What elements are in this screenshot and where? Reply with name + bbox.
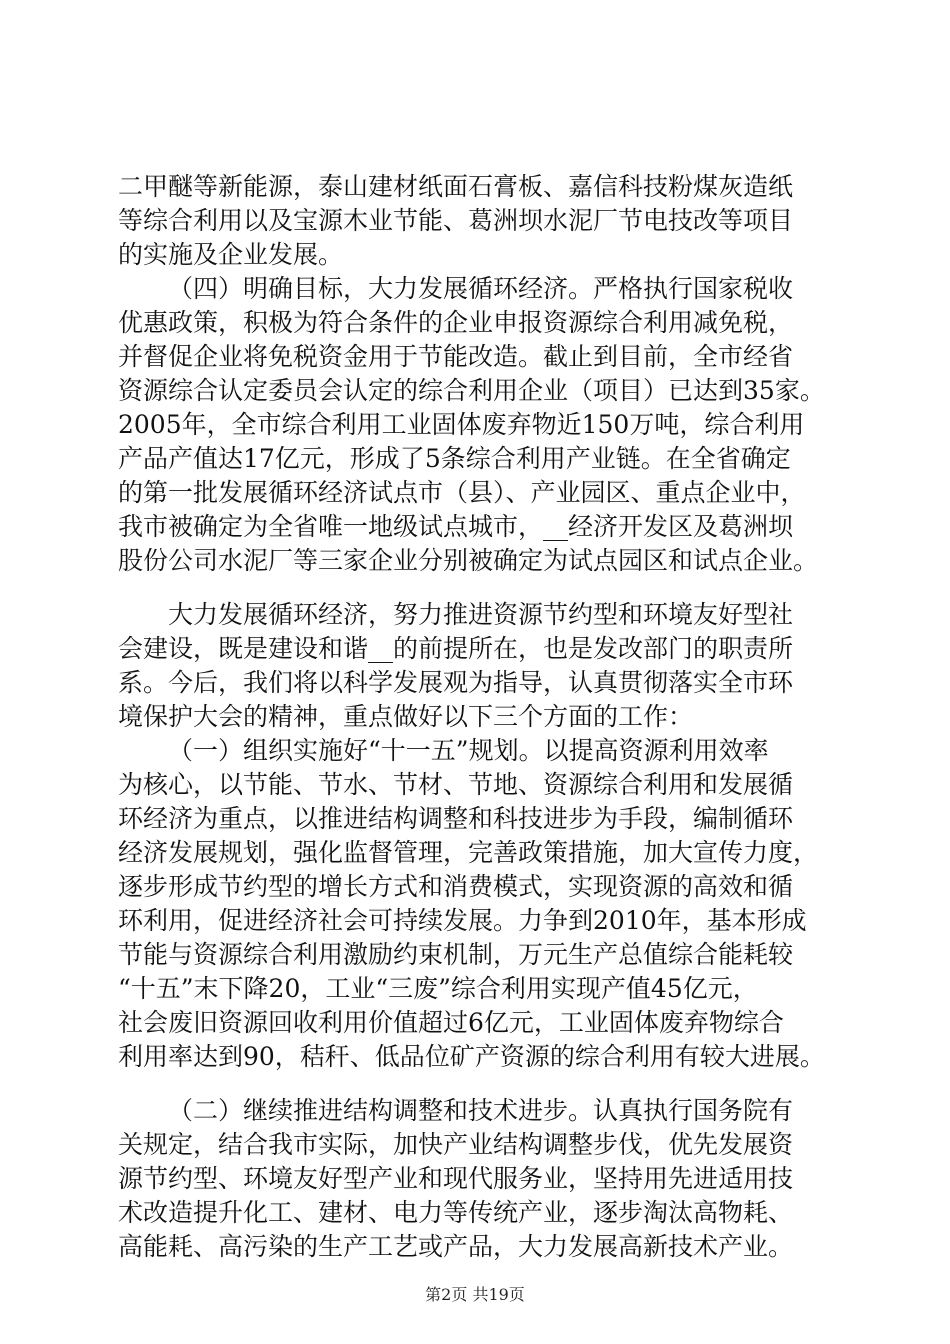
text-line: 经济发展规划，强化监督管理，完善政策措施，加大宣传力度， [118, 838, 819, 867]
text-line: 源节约型、环境友好型产业和现代服务业，坚持用先进适用技 [118, 1164, 794, 1193]
text-line: 会建设，既是建设和谐__的前提所在，也是发改部门的职责所 [118, 634, 794, 663]
text-line: 资源综合认定委员会认定的综合利用企业（项目）已达到35家。 [118, 376, 825, 405]
page-footer: 第2页 共19页 [425, 1285, 525, 1304]
text-line: 2005年，全市综合利用工业固体废弃物近150万吨，综合利用 [118, 410, 805, 439]
text-line: 为核心，以节能、节水、节材、节地、资源综合利用和发展循 [118, 770, 794, 799]
text-line: “十五”末下降20，工业“三废”综合利用实现产值45亿元， [118, 974, 758, 1003]
text-line: 利用率达到90，秸秆、低品位矿产资源的综合利用有较大进展。 [118, 1042, 825, 1071]
text-line: 系。今后，我们将以科学发展观为指导，认真贯彻落实全市环 [118, 668, 794, 697]
text-line: 等综合利用以及宝源木业节能、葛洲坝水泥厂节电技改等项目 [118, 206, 794, 235]
text-line: 关规定，结合我市实际，加快产业结构调整步伐，优先发展资 [118, 1130, 794, 1159]
text-line: 的实施及企业发展。 [118, 240, 344, 269]
text-line: 优惠政策，积极为符合条件的企业申报资源综合利用减免税， [118, 308, 794, 337]
text-line: 逐步形成节约型的增长方式和消费模式，实现资源的高效和循 [118, 872, 794, 901]
text-line: 我市被确定为全省唯一地级试点城市，__经济开发区及葛洲坝 [118, 512, 794, 541]
paragraph-start-line: （一）组织实施好“十一五”规划。以提高资源利用效率 [168, 736, 769, 765]
paragraph-start-line: 大力发展循环经济，努力推进资源节约型和环境友好型社 [168, 600, 794, 629]
text-line: 境保护大会的精神，重点做好以下三个方面的工作： [118, 702, 694, 731]
text-line: 二甲醚等新能源，泰山建材纸面石膏板、嘉信科技粉煤灰造纸 [118, 172, 794, 201]
text-line: 社会废旧资源回收利用价值超过6亿元，工业固体废弃物综合 [118, 1008, 784, 1037]
text-line: 并督促企业将免税资金用于节能改造。截止到目前，全市经省 [118, 342, 794, 371]
text-line: 术改造提升化工、建材、电力等传统产业，逐步淘汰高物耗、 [118, 1198, 794, 1227]
paragraph-start-line: （四）明确目标，大力发展循环经济。严格执行国家税收 [168, 274, 794, 303]
text-line: 产品产值达17亿元，形成了5条综合利用产业链。在全省确定 [118, 444, 791, 473]
text-line: 环经济为重点，以推进结构调整和科技进步为手段，编制循环 [118, 804, 794, 833]
text-line: 环利用，促进经济社会可持续发展。力争到2010年，基本形成 [118, 906, 807, 935]
paragraph-start-line: （二）继续推进结构调整和技术进步。认真执行国务院有 [168, 1096, 794, 1125]
text-line: 股份公司水泥厂等三家企业分别被确定为试点园区和试点企业。 [118, 546, 819, 575]
text-line: 高能耗、高污染的生产工艺或产品，大力发展高新技术产业。 [118, 1232, 794, 1261]
text-line: 的第一批发展循环经济试点市（县）、产业园区、重点企业中， [118, 478, 806, 507]
text-line: 节能与资源综合利用激励约束机制，万元生产总值综合能耗较 [118, 940, 794, 969]
